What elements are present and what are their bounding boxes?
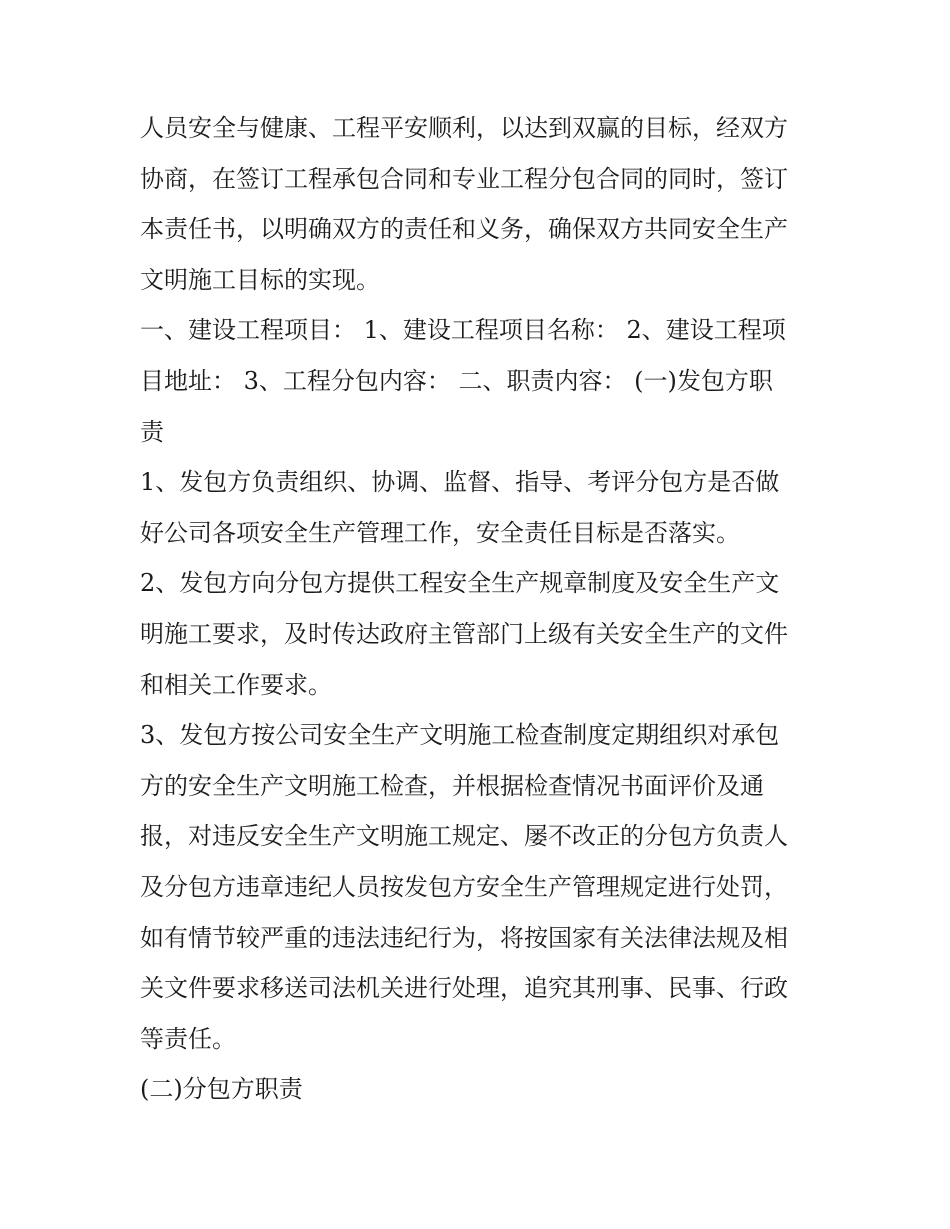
text-line: 本责任书，以明确双方的责任和义务，确保双方共同安全生产: [140, 215, 788, 244]
text-line: 一、建设工程项目： 1、建设工程项目名称： 2、建设工程项: [140, 316, 786, 345]
text-line: 等责任。: [140, 1024, 236, 1053]
text-line: 报，对违反安全生产文明施工规定、屡不改正的分包方负责人: [140, 822, 788, 851]
text-line: 明施工要求，及时传达政府主管部门上级有关安全生产的文件: [140, 619, 788, 648]
text-line: 如有情节较严重的违法违纪行为，将按国家有关法律法规及相: [140, 923, 788, 952]
text-line: 文明施工目标的实现。: [140, 265, 380, 294]
text-line: 3、发包方按公司安全生产文明施工检查制度定期组织对承包: [140, 721, 780, 750]
section-heading: (二)分包方职责: [140, 1075, 303, 1104]
text-line: 人员安全与健康、工程平安顺利，以达到双赢的目标，经双方: [140, 114, 788, 142]
text-line: 好公司各项安全生产管理工作，安全责任目标是否落实。: [140, 518, 740, 547]
text-line: 关文件要求移送司法机关进行处理，追究其刑事、民事、行政: [140, 974, 788, 1003]
text-line: 及分包方违章违纪人员按发包方安全生产管理规定进行处罚，: [140, 872, 788, 901]
text-line: 协商，在签订工程承包合同和专业工程分包合同的同时，签订: [140, 164, 788, 193]
text-line: 方的安全生产文明施工检查，并根据检查情况书面评价及通: [140, 771, 764, 800]
text-line: 和相关工作要求。: [140, 670, 332, 699]
document-body: [140, 103, 820, 1115]
text-line: 责: [140, 417, 164, 446]
text-line: 2、发包方向分包方提供工程安全生产规章制度及安全生产文: [140, 569, 780, 598]
text-line: 1、发包方负责组织、协调、监督、指导、考评分包方是否做: [140, 468, 780, 497]
text-line: 目地址： 3、工程分包内容： 二、职责内容： (一)发包方职: [140, 366, 773, 395]
